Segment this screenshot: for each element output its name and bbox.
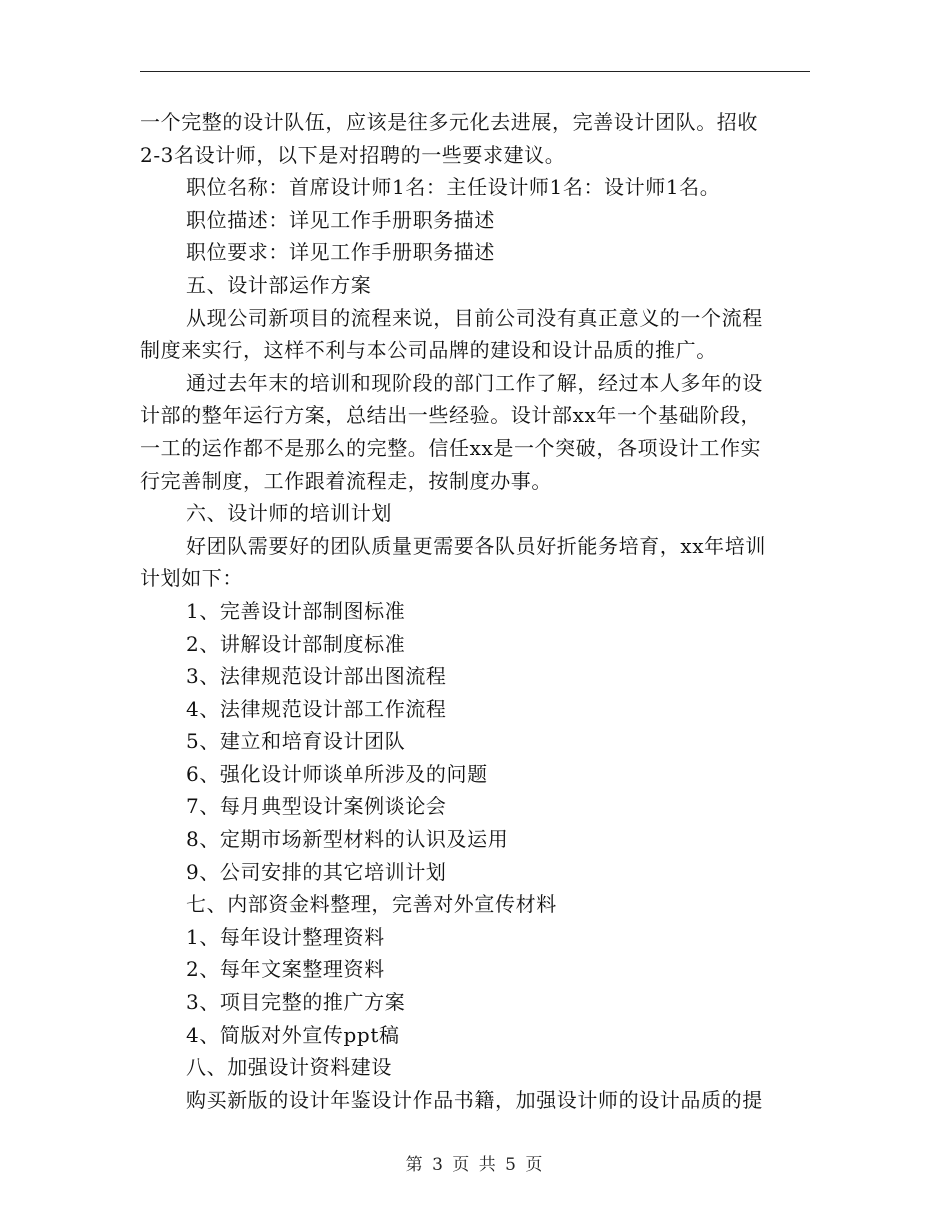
paragraph-line: 2-3名设计师，以下是对招聘的一些要求建议。 (140, 142, 566, 167)
paragraph-line: 3、项目完整的推广方案 (186, 990, 406, 1015)
paragraph-line: 八、加强设计资料建设 (186, 1055, 392, 1080)
paragraph-line: 2、每年文案整理资料 (186, 957, 385, 982)
paragraph-line: 2、讲解设计部制度标准 (186, 631, 406, 656)
paragraph-line: 4、法律规范设计部工作流程 (186, 696, 447, 721)
header-rule (140, 71, 810, 72)
document-body (140, 106, 810, 1116)
paragraph-line: 计划如下： (140, 566, 243, 591)
paragraph-line: 7、每月典型设计案例谈论会 (186, 794, 447, 819)
paragraph-line: 3、法律规范设计部出图流程 (186, 664, 447, 689)
paragraph-line: 五、设计部运作方案 (186, 272, 372, 297)
paragraph-line: 好团队需要好的团队质量更需要各队员好折能务培育，xx年培训 (186, 533, 766, 558)
paragraph-line: 1、完善设计部制图标准 (186, 598, 406, 623)
page-footer: 第 3 页 共 5 页 (405, 1155, 545, 1175)
paragraph-line: 4、简版对外宣传ppt稿 (186, 1022, 400, 1047)
paragraph-line: 职位名称：首席设计师1名：主任设计师1名：设计师1名。 (186, 175, 721, 200)
paragraph-line: 一工的运作都不是那么的完整。信任xx是一个突破，各项设计工作实 (140, 435, 762, 460)
paragraph-line: 5、建立和培育设计团队 (186, 729, 406, 754)
paragraph-line: 1、每年设计整理资料 (186, 924, 385, 949)
paragraph-line: 6、强化设计师谈单所涉及的问题 (186, 761, 488, 786)
paragraph-line: 从现公司新项目的流程来说，目前公司没有真正意义的一个流程 (186, 305, 763, 330)
paragraph-line: 职位要求：详见工作手册职务描述 (186, 240, 495, 265)
paragraph-line: 通过去年末的培训和现阶段的部门工作了解，经过本人多年的设 (186, 370, 763, 395)
paragraph-line: 购买新版的设计年鉴设计作品书籍，加强设计师的设计品质的提 (186, 1087, 763, 1112)
paragraph-line: 9、公司安排的其它培训计划 (186, 859, 447, 884)
paragraph-line: 职位描述：详见工作手册职务描述 (186, 207, 495, 232)
paragraph-line: 六、设计师的培训计划 (186, 501, 392, 526)
paragraph-line: 行完善制度，工作跟着流程走，按制度办事。 (140, 468, 552, 493)
paragraph-line: 8、定期市场新型材料的认识及运用 (186, 827, 509, 852)
paragraph-line: 计部的整年运行方案，总结出一些经验。设计部xx年一个基础阶段， (140, 403, 762, 428)
paragraph-line: 一个完整的设计队伍，应该是往多元化去进展，完善设计团队。招收 (140, 110, 758, 134)
paragraph-line: 制度来实行，这样不利与本公司品牌的建设和设计品质的推广。 (140, 338, 717, 363)
paragraph-line: 七、内部资金料整理，完善对外宣传材料 (186, 892, 557, 917)
